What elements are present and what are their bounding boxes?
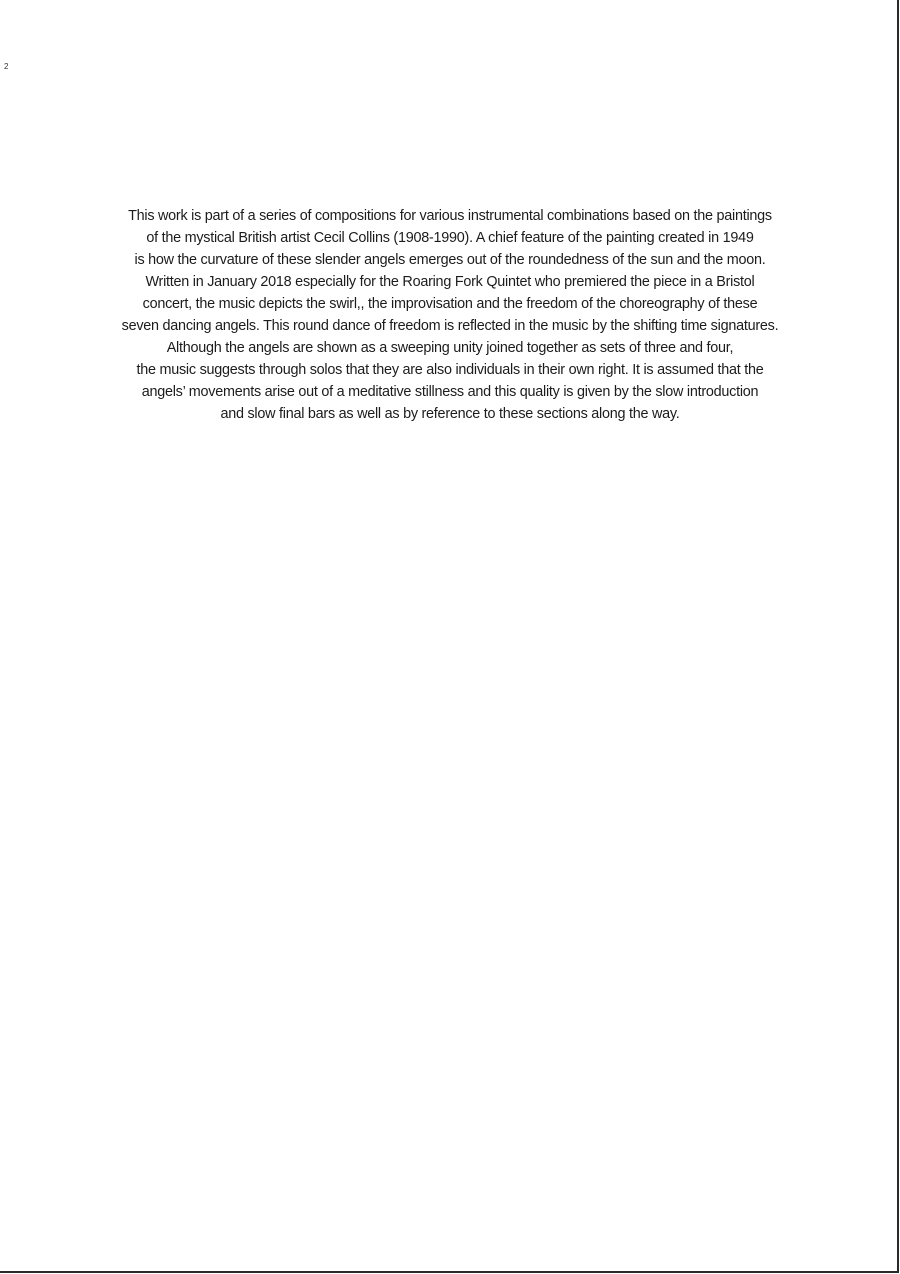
- program-note-line: is how the curvature of these slender angels emerges out of the roundedness of the sun and the moon.: [134, 252, 766, 268]
- program-note-line: seven dancing angels. This round dance of freedom is reflected in the music by the shifting time signatures.: [121, 318, 779, 334]
- program-note-line: Written in January 2018 especially for the Roaring Fork Quintet who premiered the piece in a Bristol: [145, 274, 755, 290]
- program-note-line: This work is part of a series of compositions for various instrumental combinations based on the paintings: [128, 208, 772, 224]
- program-note-line: concert, the music depicts the swirl,, the improvisation and the freedom of the choreography of these: [142, 296, 758, 312]
- program-note-line: Although the angels are shown as a sweeping unity joined together as sets of three and four,: [166, 340, 734, 356]
- program-note-line: angels’ movements arise out of a meditative stillness and this quality is given by the slow introduction: [141, 384, 759, 400]
- program-note-line: of the mystical British artist Cecil Collins (1908-1990). A chief feature of the painting created in 1949: [146, 230, 754, 246]
- program-note-line: the music suggests through solos that they are also individuals in their own right. It is assumed that the: [136, 362, 764, 378]
- page-number: 2: [4, 62, 9, 71]
- program-note: [40, 205, 860, 425]
- program-note-line: and slow final bars as well as by reference to these sections along the way.: [220, 406, 680, 422]
